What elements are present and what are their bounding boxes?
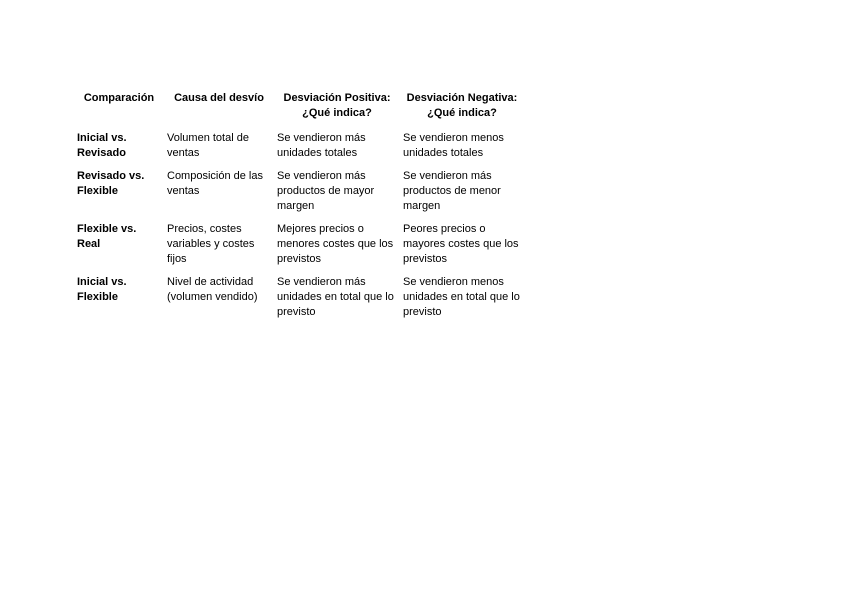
row-negative-meaning: Peores precios o mayores costes que los previstos: [403, 223, 519, 265]
row-positive-meaning: Se vendieron más productos de mayor margen: [277, 170, 375, 212]
row-negative-meaning: Se vendieron menos unidades en total que lo previsto: [403, 276, 520, 318]
row-comparison-label: Flexible vs. Real: [77, 223, 137, 250]
table-row: [74, 169, 524, 222]
row-positive-meaning: Se vendieron más unidades en total que lo previsto: [277, 276, 394, 318]
row-comparison-label: Revisado vs. Flexible: [77, 170, 145, 197]
row-comparison-label: Inicial vs. Revisado: [77, 132, 127, 159]
table-header-row: [74, 89, 524, 131]
variance-comparison-table: [74, 89, 524, 328]
row-positive-meaning: Mejores precios o menores costes que los previstos: [277, 223, 394, 265]
header-desviacion-positiva: Desviación Positiva: ¿Qué indica?: [283, 92, 391, 119]
row-cause: Volumen total de ventas: [167, 132, 249, 159]
row-cause: Precios, costes variables y costes fijos: [167, 223, 255, 265]
row-negative-meaning: Se vendieron más productos de menor margen: [403, 170, 501, 212]
table-row: [74, 131, 524, 169]
header-comparacion: Comparación: [83, 92, 155, 104]
table-row: [74, 275, 524, 328]
header-causa-desvio: Causa del desvío: [174, 92, 264, 104]
row-cause: Nivel de actividad (volumen vendido): [167, 276, 258, 303]
row-negative-meaning: Se vendieron menos unidades totales: [403, 132, 504, 159]
header-desviacion-negativa: Desviación Negativa: ¿Qué indica?: [406, 92, 518, 119]
row-cause: Composición de las ventas: [167, 170, 263, 197]
row-comparison-label: Inicial vs. Flexible: [77, 276, 127, 303]
row-positive-meaning: Se vendieron más unidades totales: [277, 132, 366, 159]
table-row: [74, 222, 524, 275]
